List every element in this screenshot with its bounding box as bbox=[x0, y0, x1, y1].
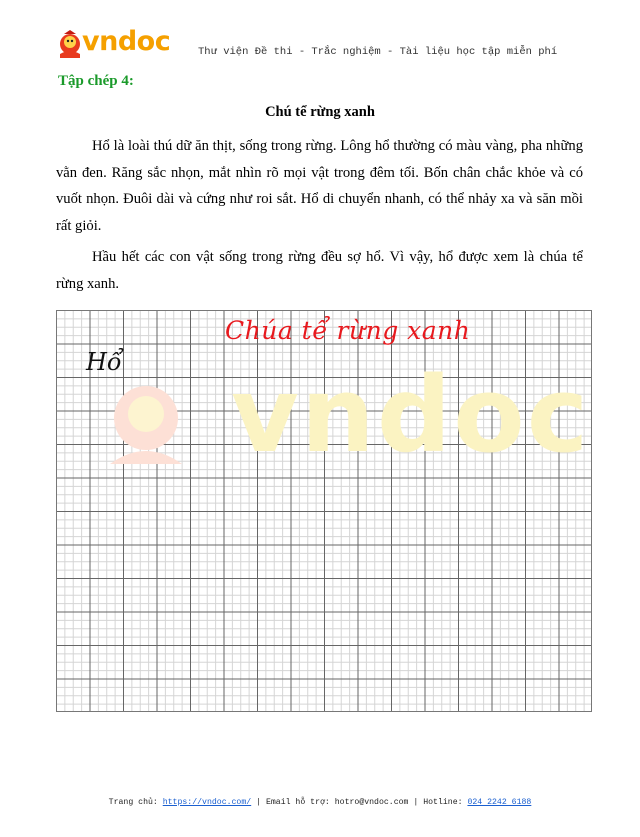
footer-separator: | bbox=[413, 798, 419, 807]
vndoc-logo[interactable] bbox=[56, 28, 180, 60]
section-label: Tập chép 4: bbox=[58, 73, 134, 89]
page-footer bbox=[0, 798, 640, 807]
footer-home-label: Trang chủ: bbox=[108, 798, 158, 807]
footer-hotline[interactable]: 024 2242 6188 bbox=[467, 798, 532, 807]
passage-paragraph-1: Hổ là loài thú dữ ăn thịt, sống trong rừng. Lông hổ thường có màu vàng, pha những vằn đen. Răng sắc nhọn, mắt nhìn rõ mọi vật trong đêm tối. Bốn chân chắc khỏe và có vuốt nhọn. Đuôi dài và cứng như roi sắt. Hổ di chuyển nhanh, có thể nhảy xa và săn mồi rất giỏi. bbox=[56, 138, 583, 234]
header-tagline: Thư viện Đề thi - Trắc nghiệm - Tài liệu học tập miễn phí bbox=[198, 46, 558, 58]
footer-hotline-label: Hotline: bbox=[423, 798, 463, 807]
cursive-sample-word: Hổ bbox=[86, 348, 122, 376]
footer-home-link[interactable]: https://vndoc.com/ bbox=[162, 798, 252, 807]
handwriting-grid bbox=[56, 310, 592, 712]
logo-text: vndoc bbox=[82, 26, 171, 57]
footer-email-label: Email hỗ trợ: bbox=[265, 798, 330, 807]
footer-email[interactable]: hotro@vndoc.com bbox=[334, 798, 409, 807]
passage-title: Chú tể rừng xanh bbox=[265, 104, 375, 120]
passage-paragraph-2: Hầu hết các con vật sống trong rừng đều sợ hổ. Vì vậy, hổ được xem là chúa tể rừng xanh. bbox=[56, 249, 583, 292]
page-header bbox=[56, 28, 586, 62]
cursive-title: Chúa tể rừng xanh bbox=[225, 316, 471, 345]
footer-separator: | bbox=[256, 798, 262, 807]
watermark-text: vndoc bbox=[231, 354, 591, 476]
